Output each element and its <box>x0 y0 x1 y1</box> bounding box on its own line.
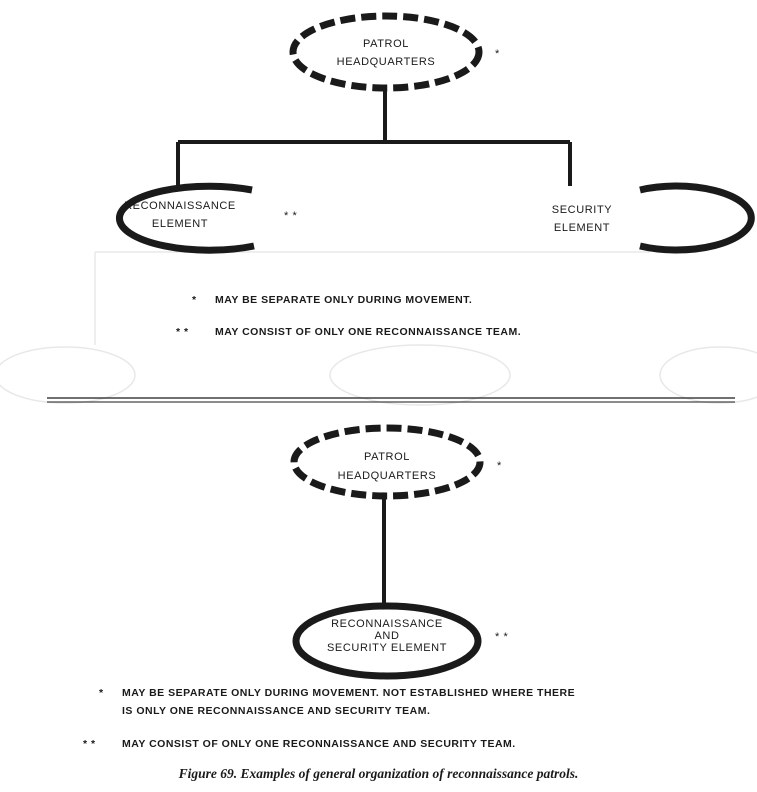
bottom-hq-line2: HEADQUARTERS <box>337 470 437 482</box>
figure-caption: Figure 69. Examples of general organization of reconnaissance patrols. <box>178 766 579 781</box>
bottom-footnotes <box>83 687 575 750</box>
top-security-element-node <box>552 186 752 250</box>
recon-security-element-node <box>296 606 509 676</box>
rs-element-asterisks: * * <box>495 631 509 643</box>
top-note1-mark: * <box>192 294 197 306</box>
top-footnotes <box>176 294 521 338</box>
bottom-note2-mark: * * <box>83 738 96 750</box>
security-element-line1: SECURITY <box>551 204 613 216</box>
bottom-hq-asterisk: * <box>497 460 502 472</box>
top-hq-asterisk: * <box>495 48 500 60</box>
security-element-line2: ELEMENT <box>553 222 611 234</box>
bottom-hq-line1: PATROL <box>364 451 410 463</box>
top-recon-element-node <box>119 186 297 250</box>
bottom-patrol-hq-node <box>294 428 502 496</box>
top-hq-line2: HEADQUARTERS <box>336 56 436 68</box>
bottom-note1-mark: * <box>99 687 104 699</box>
rs-element-line1: RECONNAISSANCE <box>331 618 443 630</box>
top-hq-line1: PATROL <box>363 38 409 50</box>
top-note1-text: MAY BE SEPARATE ONLY DURING MOVEMENT. <box>215 294 473 306</box>
section-divider <box>47 398 735 402</box>
recon-element-line1: RECONNAISSANCE <box>124 200 236 212</box>
bottom-note2-text: MAY CONSIST OF ONLY ONE RECONNAISSANCE AND SECURITY TEAM. <box>122 738 516 750</box>
top-connector-lines <box>178 88 570 186</box>
recon-element-asterisks: * * <box>284 210 298 222</box>
rs-element-line3: SECURITY ELEMENT <box>326 642 448 654</box>
rs-element-line2: AND <box>374 630 400 642</box>
top-patrol-hq-node <box>293 16 500 88</box>
top-note2-mark: * * <box>176 326 189 338</box>
top-note2-text: MAY CONSIST OF ONLY ONE RECONNAISSANCE TEAM. <box>215 326 522 338</box>
recon-element-line2: ELEMENT <box>151 218 209 230</box>
bottom-note1-line1: MAY BE SEPARATE ONLY DURING MOVEMENT. NOT ESTABLISHED WHERE THERE <box>122 687 576 699</box>
bottom-note1-line2: IS ONLY ONE RECONNAISSANCE AND SECURITY TEAM. <box>122 705 431 717</box>
